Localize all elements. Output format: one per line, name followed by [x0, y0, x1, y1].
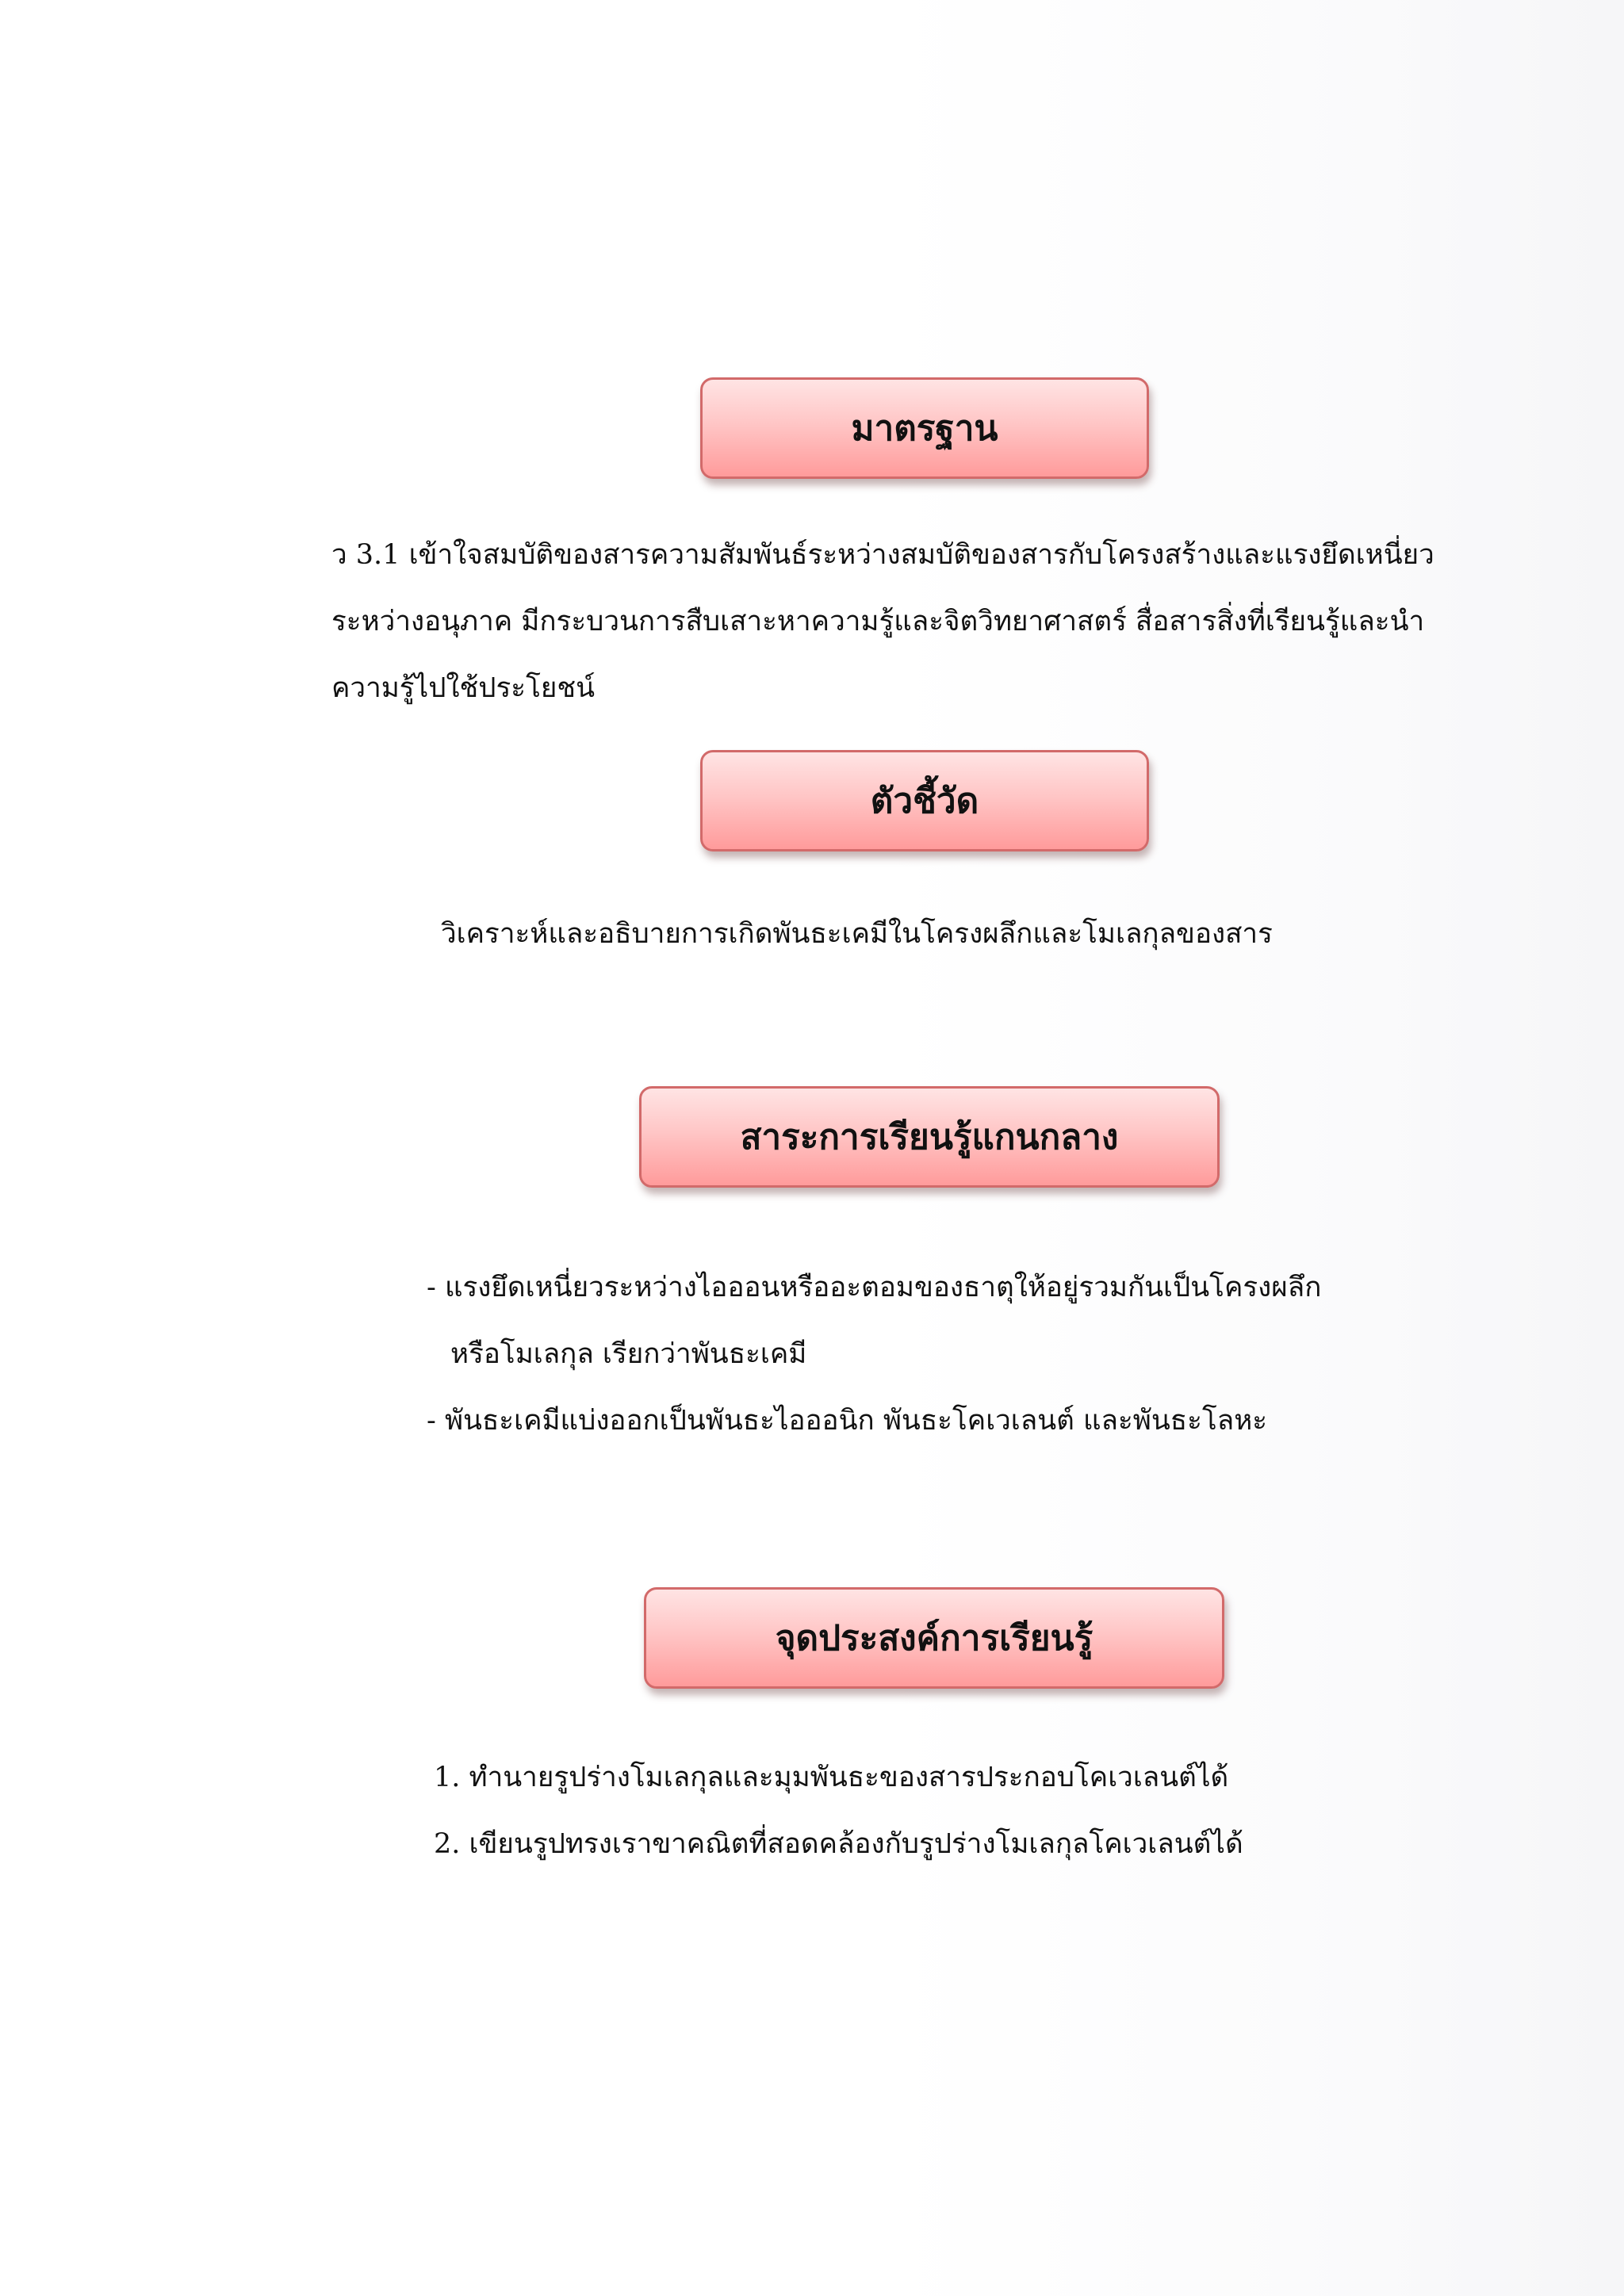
objective-item-2: 2. เขียนรูปทรงเราขาคณิตที่สอดคล้องกับรูปร่างโมเลกุลโคเวเลนต์ได้ — [434, 1828, 1243, 1860]
objective-item-1: 1. ทำนายรูปร่างโมเลกุลและมุมพันธะของสารประกอบโคเวเลนต์ได้ — [434, 1762, 1229, 1793]
core-content-line-3: - พันธะเคมีแบ่งออกเป็นพันธะไอออนิก พันธะโคเวเลนต์ และพันธะโลหะ — [427, 1405, 1268, 1437]
standard-text-line-3: ความรู้ไปใช้ประโยชน์ — [331, 672, 596, 704]
standard-heading: มาตรฐาน — [851, 408, 998, 449]
indicator-heading: ตัวชี้วัด — [870, 781, 979, 821]
core-content-heading-box — [639, 1086, 1220, 1188]
objectives-heading: จุดประสงค์การเรียนรู้ — [775, 1618, 1094, 1659]
standard-text-line-2: ระหว่างอนุภาค มีกระบวนการสืบเสาะหาความรู้และจิตวิทยาศาสตร์ สื่อสารสิ่งที่เรียนรู้และนำ — [331, 606, 1425, 637]
indicator-text: วิเคราะห์และอธิบายการเกิดพันธะเคมีในโครงผลึกและโมเลกุลของสาร — [441, 918, 1273, 950]
standard-heading-box — [700, 377, 1149, 479]
indicator-heading-box — [700, 750, 1149, 851]
objectives-heading-box — [644, 1587, 1224, 1689]
standard-text-line-1: ว 3.1 เข้าใจสมบัติของสารความสัมพันธ์ระหว่างสมบัติของสารกับโครงสร้างและแรงยึดเหนี่ยว — [331, 539, 1434, 571]
core-content-heading: สาระการเรียนรู้แกนกลาง — [740, 1117, 1119, 1158]
core-content-line-2: หรือโมเลกุล เรียกว่าพันธะเคมี — [450, 1338, 807, 1370]
core-content-line-1: - แรงยึดเหนี่ยวระหว่างไอออนหรืออะตอมของธาตุให้อยู่รวมกันเป็นโครงผลึก — [427, 1272, 1322, 1303]
